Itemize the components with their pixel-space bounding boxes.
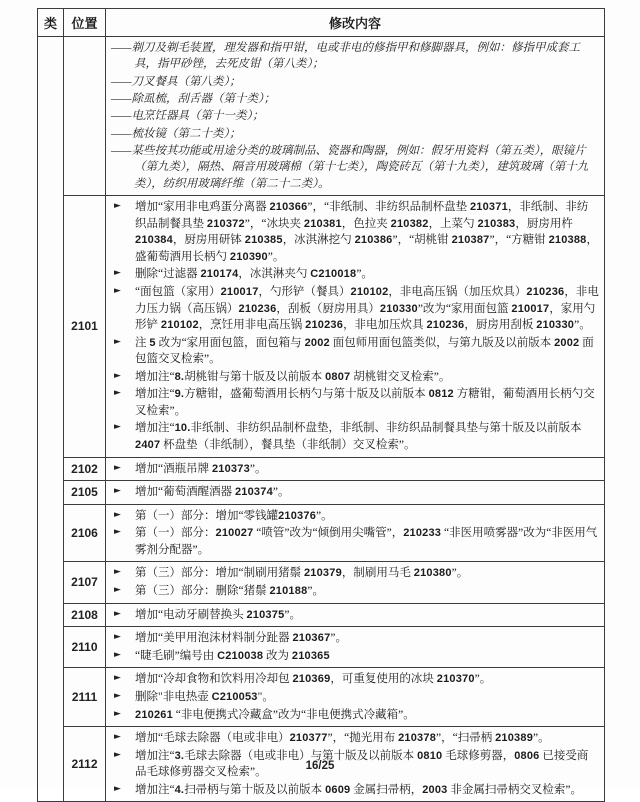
code-number: 2002	[554, 336, 580, 349]
revision-item	[111, 525, 599, 558]
code-number: 210377	[289, 732, 328, 745]
code-number: 210017	[220, 286, 259, 298]
arrow-bullet-icon: ►	[114, 527, 121, 538]
code-number: 210388	[548, 234, 587, 247]
arrow-bullet-icon: ►	[114, 732, 121, 743]
code-number: 210384	[135, 234, 173, 247]
revision-item	[111, 284, 599, 334]
table-row	[38, 668, 605, 727]
code-number: 210379	[303, 567, 342, 580]
table-row	[38, 627, 605, 668]
item-text: 增加“冷却食物和饮料用冷却包 210369，可重复使用的冰块 210370”。	[135, 673, 492, 686]
code-number: 210330	[536, 319, 575, 332]
continuation-item	[111, 91, 599, 107]
item-text: ——电烹饪器具（第十一类）；	[111, 110, 264, 123]
arrow-bullet-icon: ►	[114, 584, 121, 595]
position-cell: 2112	[64, 727, 106, 802]
revision-item	[111, 565, 599, 582]
item-text: 第（三）部分：增加“制刷用猪鬃 210379，制刷用马毛 210380”。	[135, 567, 469, 580]
position-cell: 2101	[64, 195, 106, 457]
continuation-item	[111, 143, 599, 192]
arrow-bullet-icon: ►	[114, 509, 121, 520]
position-cell	[64, 37, 106, 196]
revision-item	[111, 369, 599, 386]
position-cell: 2108	[64, 603, 106, 627]
revision-item	[111, 689, 599, 706]
revision-item	[111, 583, 599, 600]
content-cell	[106, 603, 605, 627]
revision-item	[111, 484, 599, 501]
code-number: C210038	[217, 649, 264, 662]
code-number: 210365	[291, 649, 330, 662]
code-number: 0812	[428, 388, 454, 401]
item-text: “面包篮（家用）210017，勺形铲（餐具）210102，非电高压锅（加压炊具）210236，非电力压力锅（高压锅）210236，刮板（厨房用具）210330”改为“家用面包篮 210017，家用勺形铲 210102，烹饪用非电高压锅 210236，非电加压炊具 210236，厨房用刮板 210330”。	[135, 286, 599, 332]
table-row	[38, 481, 605, 505]
table-row	[38, 562, 605, 603]
arrow-bullet-icon: ►	[114, 422, 121, 433]
code-number: 0810	[417, 749, 443, 762]
position-cell: 2105	[64, 481, 106, 505]
revision-item	[111, 782, 599, 799]
item-text: 增加“电动牙刷替换头 210375”。	[135, 608, 301, 621]
item-text: 增加“美甲用泡沫材料制分趾器 210367”。	[135, 632, 347, 645]
item-text: 删除“过滤器 210174，冰淇淋夹勺 C210018”。	[135, 268, 373, 281]
code-number: 5	[149, 336, 156, 349]
code-number: 0806	[514, 749, 540, 762]
continuation-item	[111, 126, 599, 142]
code-number: 2002	[304, 336, 330, 349]
position-cell: 2110	[64, 627, 106, 668]
code-number: 210330	[379, 302, 418, 315]
page-number: 16/25	[305, 760, 335, 772]
code-number: 210017	[511, 302, 550, 315]
item-text: 增加“家用非电鸡蛋分离器 210366”，“非纸制、非纺织品制杯盘垫 210371，非纸制、非纺织品制餐具垫 210372”，“冰块夹 210381，色拉夹 210382，上菜勺 210383，厨房用杵 210384，厨房用研钵 210385，冰淇淋挖勺 210386”，“胡桃钳 210387”，“方糖钳 210388，盛葡萄酒用长柄勺 210390”。	[135, 200, 598, 263]
revision-item	[111, 508, 599, 525]
item-text: 增加“葡萄酒醒酒器 210374”。	[135, 486, 290, 499]
item-text: 第（一）部分：210027 “喷管”改为“倾倒用尖嘴管”，210233 “非医用喷雾器”改为“非医用气雾剂分配器”。	[135, 527, 598, 556]
revision-item	[111, 266, 599, 283]
table-row	[38, 195, 605, 457]
item-text: 增加注“4.扫帚柄与第十版及以前版本 0609 金属扫帚柄，2003 非金属扫帚柄交叉检索”。	[135, 783, 582, 796]
revision-item	[111, 461, 599, 478]
code-number: 210374	[234, 486, 273, 499]
item-text: 增加注“8.胡桃钳与第十版及以前版本 0807 胡桃钳交叉检索”。	[135, 370, 451, 383]
code-number: 210373	[211, 462, 250, 475]
code-number: 210376	[278, 509, 317, 522]
item-text: 增加“毛球去除器（电或非电）210377”，“抛光用布 210378”，“扫帚柄 210389”。	[135, 732, 550, 745]
content-cell	[106, 504, 605, 562]
code-number: 210380	[413, 567, 452, 580]
code-number: 10.	[174, 422, 191, 435]
code-number: 9.	[174, 388, 185, 401]
table-header-row	[38, 9, 605, 37]
revision-item	[111, 730, 599, 747]
arrow-bullet-icon: ►	[114, 708, 121, 719]
table-row	[38, 504, 605, 562]
code-number: 210386	[354, 234, 393, 247]
code-number: 210375	[246, 608, 285, 621]
code-number: 210382	[390, 217, 429, 230]
revision-item	[111, 335, 599, 368]
revision-item	[111, 648, 599, 665]
arrow-bullet-icon: ►	[114, 632, 121, 643]
table-row	[38, 457, 605, 481]
code-number: 210389	[495, 732, 534, 745]
code-number: 210174	[200, 268, 239, 281]
continuation-item	[111, 74, 599, 90]
content-cell	[106, 668, 605, 727]
header-position-column: 位置	[64, 9, 106, 37]
code-number: 3.	[174, 749, 185, 762]
revision-item	[111, 707, 599, 724]
item-text: ——除虱梳，刮舌器（第十类）；	[111, 92, 276, 105]
class-spanning-cell	[38, 37, 64, 802]
item-text: ——剃刀及剃毛装置，理发器和指甲钳，电或非电的修指甲和修脚器具，例如：修指甲成套工具，指甲砂锉，去死皮钳（第八类）；	[111, 42, 580, 71]
code-number: C210018	[310, 268, 357, 281]
table-row	[38, 37, 605, 196]
revision-item	[111, 671, 599, 688]
item-text: 增加注“10.非纸制、非纺织品制杯盘垫，非纸制、非纺织品制餐具垫与第十版及以前版本 2407 杯盘垫（非纸制），餐具垫（非纸制）交叉检索”。	[135, 422, 582, 451]
arrow-bullet-icon: ►	[114, 388, 121, 399]
arrow-bullet-icon: ►	[114, 486, 121, 497]
item-text: 注 5 改为“家用面包篮，面包箱与 2002 面包师用面包篮类似，与第九版及以前版本 2002 面包篮交叉检索”。	[135, 336, 594, 366]
code-number: 210236	[426, 319, 465, 332]
revision-item	[111, 607, 599, 624]
arrow-bullet-icon: ►	[114, 268, 121, 279]
content-cell	[106, 481, 605, 505]
code-number: 210236	[305, 319, 344, 332]
code-number: 210261	[135, 708, 173, 721]
item-text: 增加“酒瓶吊牌 210373”。	[135, 462, 267, 475]
code-number: 210372	[206, 217, 245, 230]
code-number: C210053	[211, 690, 258, 703]
table-body	[38, 37, 605, 802]
code-number: 210390	[229, 250, 268, 263]
code-number: 2003	[422, 783, 448, 796]
code-number: 210378	[398, 732, 437, 745]
continuation-item	[111, 108, 599, 124]
code-number: 210381	[303, 217, 342, 230]
arrow-bullet-icon: ►	[114, 567, 121, 578]
arrow-bullet-icon: ►	[114, 336, 121, 347]
arrow-bullet-icon: ►	[114, 749, 121, 760]
revision-item	[111, 630, 599, 647]
item-text: ——某些按其功能或用途分类的玻璃制品、瓷器和陶器，例如：假牙用瓷料（第五类），眼镜片（第九类），隔热、隔音用玻璃棉（第十七类），陶瓷砖瓦（第十九类），建筑玻璃（第十九类），纺织用玻璃纤维（第二十二类）。	[111, 144, 589, 190]
code-number: 210236	[526, 286, 565, 298]
revision-item	[111, 199, 599, 265]
revision-item	[111, 386, 599, 419]
item-text: ——刀叉餐具（第八类）；	[111, 75, 241, 88]
code-number: 8.	[174, 370, 185, 383]
arrow-bullet-icon: ►	[114, 649, 121, 660]
item-text: 增加注“3.毛球去除器（电或非电）与第十版及以前版本 0810 毛球修剪器，0806 已接受商品毛球修剪器交叉检索”。	[135, 749, 589, 779]
arrow-bullet-icon: ►	[114, 783, 121, 794]
arrow-bullet-icon: ►	[114, 690, 121, 701]
code-number: 210371	[469, 200, 508, 213]
item-text: 增加注“9.方糖钳，盛葡萄酒用长柄勺与第十版及以前版本 0812 方糖钳，葡萄酒用长柄勺交叉检索”。	[135, 388, 595, 417]
code-number: 210366	[269, 200, 308, 213]
item-text: 第（一）部分：增加“零钱罐210376”。	[135, 509, 333, 522]
arrow-bullet-icon: ►	[114, 462, 121, 473]
code-number: 210370	[436, 673, 475, 686]
item-text: 删除"非电热壶 C210053"。	[135, 690, 274, 703]
content-cell	[106, 195, 605, 457]
header-class-column: 类	[38, 9, 64, 37]
item-text: 210261 “非电便携式冷藏盒”改为“非电便携式冷藏箱”。	[135, 708, 415, 721]
content-cell	[106, 37, 605, 196]
position-cell: 2102	[64, 457, 106, 481]
content-cell	[106, 457, 605, 481]
position-cell: 2107	[64, 562, 106, 603]
table-row	[38, 603, 605, 627]
position-cell: 2111	[64, 668, 106, 727]
code-number: 210236	[238, 302, 277, 315]
code-number: 210383	[477, 217, 516, 230]
arrow-bullet-icon: ►	[114, 370, 121, 381]
item-text: ——梳妆镜（第二十类）；	[111, 127, 241, 140]
arrow-bullet-icon: ►	[114, 673, 121, 684]
arrow-bullet-icon: ►	[114, 608, 121, 619]
code-number: 210233	[403, 527, 442, 540]
code-number: 2407	[135, 438, 161, 451]
code-number: 210102	[350, 286, 389, 298]
arrow-bullet-icon: ►	[114, 286, 121, 296]
item-text: 第（三）部分：删除“猪鬃 210188”。	[135, 584, 324, 597]
content-cell	[106, 627, 605, 668]
code-number: 210102	[160, 319, 199, 332]
code-number: 210387	[451, 234, 490, 247]
content-cell	[106, 562, 605, 603]
code-number: 210027	[215, 527, 254, 540]
code-number: 210367	[292, 632, 331, 645]
code-number: 210369	[292, 673, 331, 686]
revision-table	[37, 8, 605, 802]
arrow-bullet-icon: ►	[114, 200, 121, 211]
continuation-item	[111, 40, 599, 73]
code-number: 0807	[325, 370, 351, 383]
header-content-column: 修改内容	[106, 9, 605, 37]
position-cell: 2106	[64, 504, 106, 562]
code-number: 210188	[269, 584, 308, 597]
revision-item	[111, 420, 599, 453]
item-text: “睫毛刷”编号由 C210038 改为 210365	[135, 649, 330, 662]
code-number: 4.	[174, 783, 185, 796]
code-number: 0609	[325, 783, 351, 796]
code-number: 210385	[244, 234, 283, 247]
